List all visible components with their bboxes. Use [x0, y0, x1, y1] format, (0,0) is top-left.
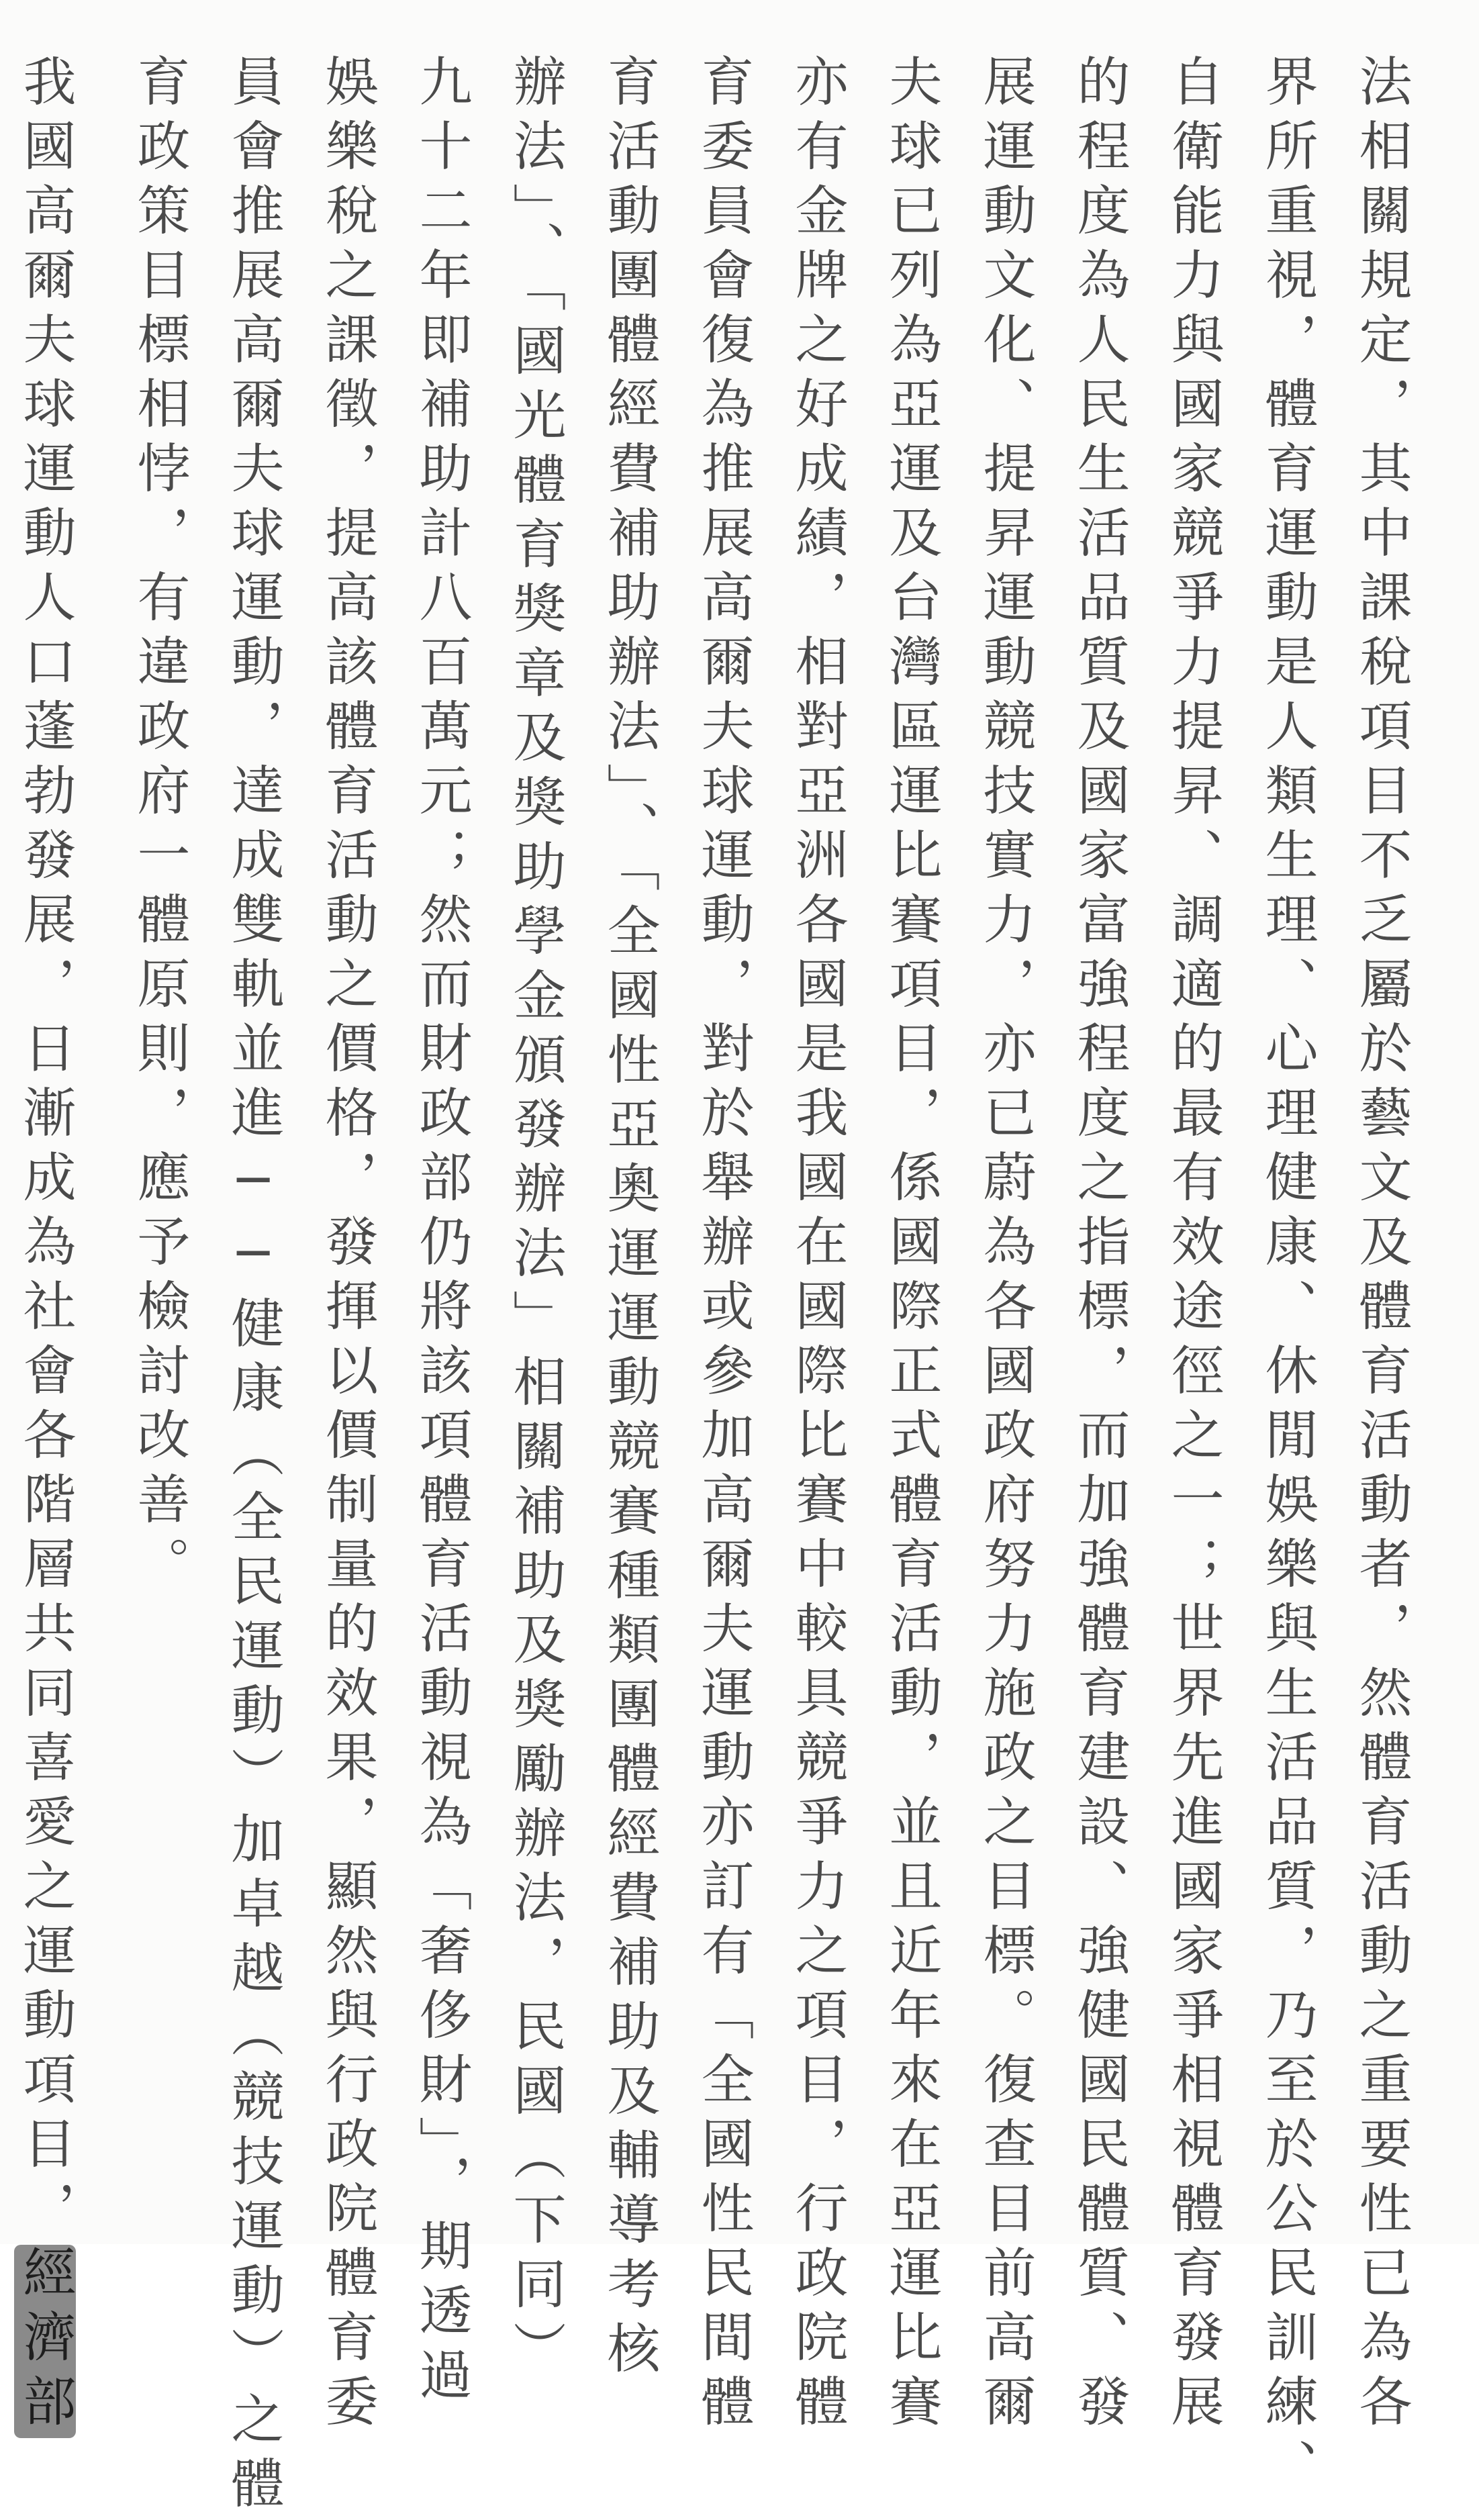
text-column	[1343, 54, 1419, 2438]
text-body	[0, 54, 1419, 2520]
text-segment: 育活動團體經費補助辦法」、「全國性亞奧運運動競賽種類團體經費補助及輔導考核	[598, 54, 660, 2385]
text-column	[7, 54, 83, 2438]
text-segment: 法相關規定，其中課稅項目不乏屬於藝文及體育活動者，然體育活動之重要性已為各	[1350, 54, 1412, 2438]
text-segment: 娛樂稅之課徵，提高該體育活動之價格，發揮以價制量的效果，顯然與行政院體育委	[316, 54, 378, 2438]
text-segment: 員會推展高爾夫球運動，達成雙軌並進──健康（全民運動）加卓越（競技運動）之體	[222, 54, 284, 2520]
text-segment: 育委員會復為推展高爾夫球運動，對於舉辦或參加高爾夫運動亦訂有「全國性民間體	[692, 54, 754, 2438]
text-segment: 自衛能力與國家競爭力提昇、調適的最有效途徑之一；世界先進國家爭相視體育發展	[1162, 54, 1224, 2438]
text-column	[1249, 54, 1325, 2503]
text-segment: 夫球已列為亞運及台灣區運比賽項目，係國際正式體育活動，並且近年來在亞運比賽	[880, 54, 942, 2438]
text-segment: 我國高爾夫球運動人口蓬勃發展，日漸成為社會各階層共同喜愛之運動項目，	[14, 54, 76, 2245]
highlighted-text: 經濟部	[14, 2245, 76, 2438]
text-column	[591, 54, 667, 2385]
text-column	[309, 54, 385, 2438]
text-column	[403, 54, 479, 2412]
text-column	[122, 54, 197, 2188]
text-segment: 界所重視，體育運動是人類生理、心理健康、休閒娛樂與生活品質，乃至於公民訓練、	[1256, 54, 1318, 2503]
text-segment: 的程度為人民生活品質及國家富強程度之指標，而加強體育建設、強健國民體質、發	[1068, 54, 1130, 2438]
text-column	[967, 54, 1043, 2438]
text-column	[216, 54, 291, 2520]
text-column	[497, 54, 573, 2385]
text-segment: 九十二年即補助計八百萬元；然而財政部仍將該項體育活動視為「奢侈財」，期透過	[410, 54, 472, 2412]
text-segment: 亦有金牌之好成績，相對亞洲各國是我國在國際比賽中較具競爭力之項目，行政院體	[786, 54, 848, 2438]
text-column	[779, 54, 855, 2438]
text-segment: 辦法」、「國光體育獎章及獎助學金頒發辦法」相關補助及獎勵辦法，民國（下同）	[504, 54, 566, 2385]
text-column	[873, 54, 949, 2438]
text-segment: 展運動文化、提昇運動競技實力，亦已蔚為各國政府努力施政之目標。復查目前高爾	[974, 54, 1036, 2438]
text-column	[1061, 54, 1137, 2438]
text-column	[685, 54, 761, 2438]
text-segment: 育政策目標相悖，有違政府一體原則，應予檢討改善。	[128, 54, 190, 1600]
text-column	[1155, 54, 1231, 2438]
